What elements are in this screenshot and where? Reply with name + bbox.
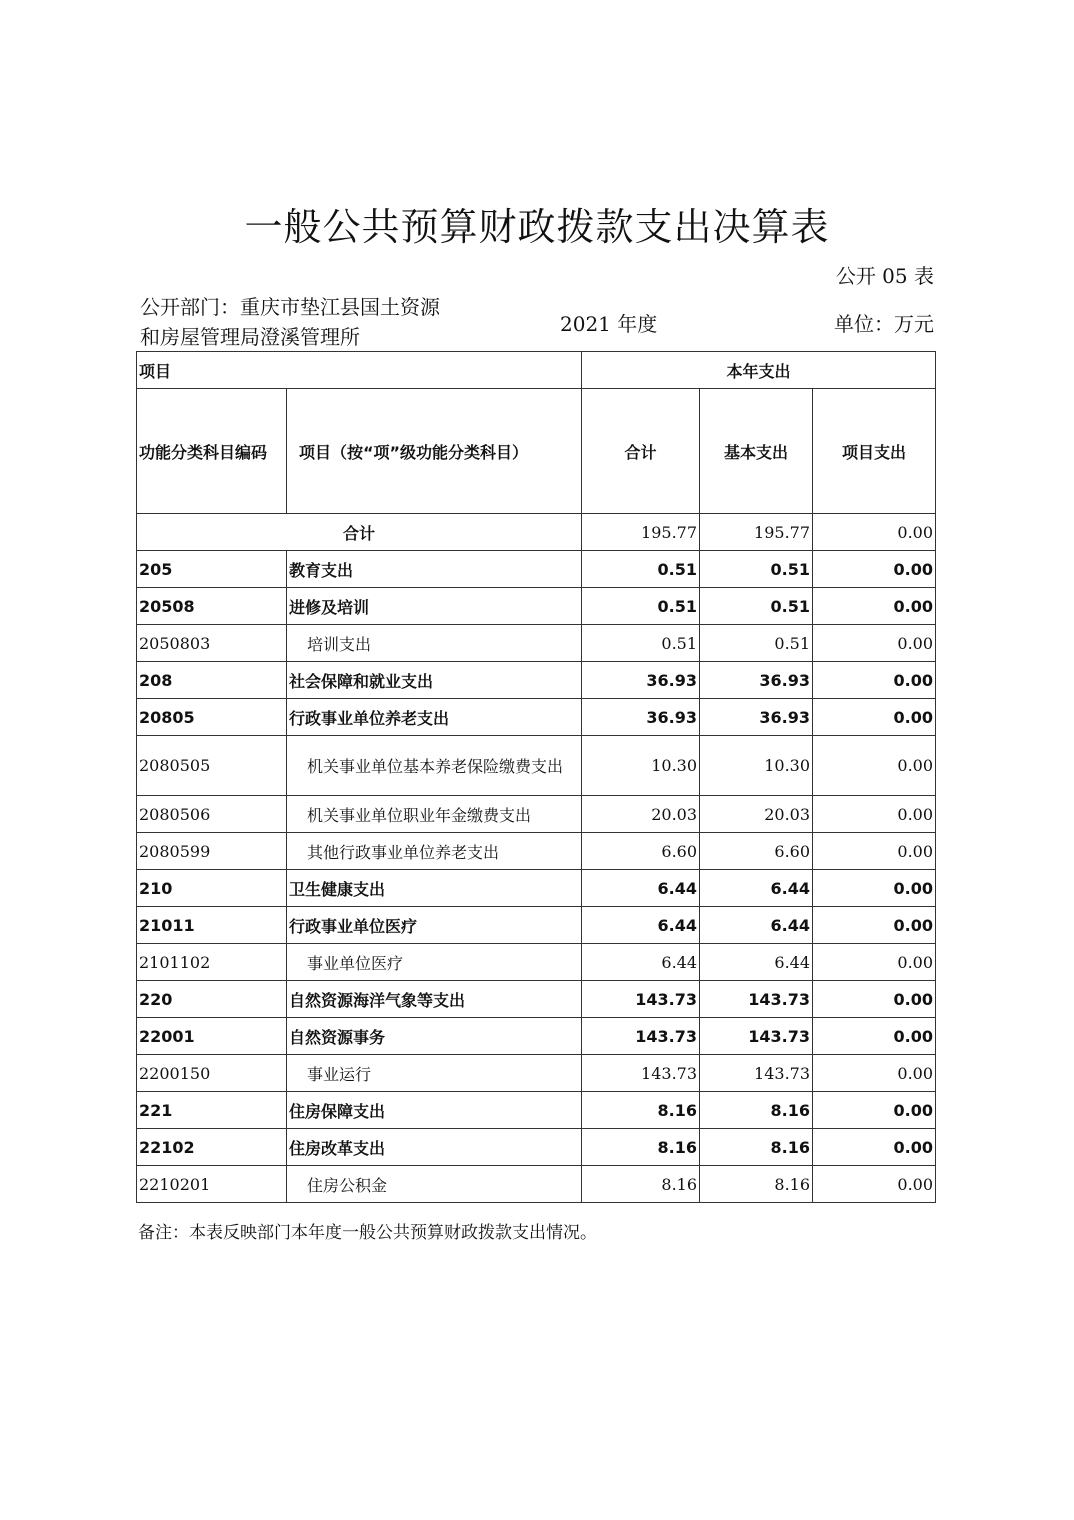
row-basic: 8.16 — [700, 1166, 813, 1203]
row-code: 22001 — [137, 1018, 287, 1055]
row-basic: 8.16 — [700, 1092, 813, 1129]
table-row — [137, 1092, 936, 1129]
row-name: 行政事业单位医疗 — [287, 907, 582, 944]
row-code: 220 — [137, 981, 287, 1018]
row-basic: 10.30 — [700, 736, 813, 796]
row-basic: 6.44 — [700, 907, 813, 944]
row-project: 0.00 — [813, 625, 936, 662]
table-row — [137, 662, 936, 699]
row-name: 住房公积金 — [287, 1166, 582, 1203]
row-basic: 20.03 — [700, 796, 813, 833]
table-row — [137, 944, 936, 981]
total-row-project: 0.00 — [813, 514, 936, 551]
expenditure-table — [136, 351, 936, 1203]
row-code: 2080506 — [137, 796, 287, 833]
row-project: 0.00 — [813, 736, 936, 796]
row-name: 机关事业单位职业年金缴费支出 — [287, 796, 582, 833]
row-basic: 143.73 — [700, 981, 813, 1018]
row-basic: 36.93 — [700, 699, 813, 736]
row-total: 6.44 — [582, 870, 700, 907]
row-name: 住房改革支出 — [287, 1129, 582, 1166]
row-name: 事业单位医疗 — [287, 944, 582, 981]
fiscal-year: 2021 年度 — [560, 312, 658, 336]
row-project: 0.00 — [813, 1129, 936, 1166]
row-basic: 6.44 — [700, 944, 813, 981]
row-name: 培训支出 — [287, 625, 582, 662]
row-code: 2200150 — [137, 1055, 287, 1092]
row-name: 其他行政事业单位养老支出 — [287, 833, 582, 870]
header-item-name: 项目（按“项”级功能分类科目） — [287, 389, 582, 514]
row-name: 卫生健康支出 — [287, 870, 582, 907]
row-code: 22102 — [137, 1129, 287, 1166]
row-total: 6.44 — [582, 907, 700, 944]
unit-label: 单位：万元 — [834, 312, 934, 336]
row-project: 0.00 — [813, 981, 936, 1018]
header-project: 项目支出 — [813, 389, 936, 514]
form-number: 公开 05 表 — [835, 264, 934, 288]
total-row-total: 195.77 — [582, 514, 700, 551]
row-project: 0.00 — [813, 796, 936, 833]
table-row — [137, 796, 936, 833]
row-basic: 0.51 — [700, 625, 813, 662]
header-total: 合计 — [582, 389, 700, 514]
row-basic: 0.51 — [700, 551, 813, 588]
row-basic: 143.73 — [700, 1018, 813, 1055]
table-row — [137, 833, 936, 870]
department-line-2: 和房屋管理局澄溪管理所 — [140, 325, 360, 349]
row-project: 0.00 — [813, 1166, 936, 1203]
row-basic: 143.73 — [700, 1055, 813, 1092]
row-total: 143.73 — [582, 1055, 700, 1092]
row-name: 社会保障和就业支出 — [287, 662, 582, 699]
table-row — [137, 981, 936, 1018]
table-row — [137, 870, 936, 907]
row-code: 208 — [137, 662, 287, 699]
department — [140, 292, 500, 352]
row-code: 2080599 — [137, 833, 287, 870]
department-line-1: 公开部门：重庆市垫江县国土资源 — [140, 295, 440, 319]
row-total: 143.73 — [582, 981, 700, 1018]
row-total: 10.30 — [582, 736, 700, 796]
row-project: 0.00 — [813, 662, 936, 699]
header-current-year: 本年支出 — [582, 352, 936, 389]
row-code: 2080505 — [137, 736, 287, 796]
row-code: 2050803 — [137, 625, 287, 662]
row-name: 教育支出 — [287, 551, 582, 588]
row-project: 0.00 — [813, 870, 936, 907]
row-project: 0.00 — [813, 833, 936, 870]
table-row — [137, 699, 936, 736]
table-row — [137, 588, 936, 625]
row-total: 36.93 — [582, 662, 700, 699]
table-body — [137, 551, 936, 1203]
table-row — [137, 625, 936, 662]
row-name: 自然资源事务 — [287, 1018, 582, 1055]
row-code: 21011 — [137, 907, 287, 944]
table-row — [137, 907, 936, 944]
row-project: 0.00 — [813, 551, 936, 588]
row-project: 0.00 — [813, 1055, 936, 1092]
row-total: 6.44 — [582, 944, 700, 981]
row-total: 20.03 — [582, 796, 700, 833]
row-basic: 8.16 — [700, 1129, 813, 1166]
row-name: 行政事业单位养老支出 — [287, 699, 582, 736]
row-name: 机关事业单位基本养老保险缴费支出 — [287, 736, 582, 796]
row-code: 210 — [137, 870, 287, 907]
row-project: 0.00 — [813, 944, 936, 981]
header-item: 项目 — [137, 352, 582, 389]
row-project: 0.00 — [813, 1092, 936, 1129]
row-code: 2101102 — [137, 944, 287, 981]
row-total: 0.51 — [582, 588, 700, 625]
table-row — [137, 1129, 936, 1166]
row-name: 自然资源海洋气象等支出 — [287, 981, 582, 1018]
row-name: 进修及培训 — [287, 588, 582, 625]
table-row — [137, 736, 936, 796]
row-project: 0.00 — [813, 699, 936, 736]
row-project: 0.00 — [813, 1018, 936, 1055]
row-basic: 6.60 — [700, 833, 813, 870]
table-row — [137, 1166, 936, 1203]
table-row — [137, 551, 936, 588]
row-project: 0.00 — [813, 907, 936, 944]
row-code: 221 — [137, 1092, 287, 1129]
row-basic: 0.51 — [700, 588, 813, 625]
row-code: 2210201 — [137, 1166, 287, 1203]
row-total: 8.16 — [582, 1166, 700, 1203]
row-basic: 6.44 — [700, 870, 813, 907]
header-basic: 基本支出 — [700, 389, 813, 514]
table-row — [137, 1018, 936, 1055]
total-row-basic: 195.77 — [700, 514, 813, 551]
row-basic: 36.93 — [700, 662, 813, 699]
page-title: 一般公共预算财政拨款支出决算表 — [244, 205, 830, 249]
row-total: 8.16 — [582, 1129, 700, 1166]
row-name: 事业运行 — [287, 1055, 582, 1092]
footnote: 备注：本表反映部门本年度一般公共预算财政拨款支出情况。 — [138, 1223, 597, 1243]
row-total: 6.60 — [582, 833, 700, 870]
row-project: 0.00 — [813, 588, 936, 625]
header-code: 功能分类科目编码 — [137, 389, 287, 514]
row-total: 0.51 — [582, 625, 700, 662]
total-row-label: 合计 — [137, 514, 582, 551]
row-code: 20508 — [137, 588, 287, 625]
row-name: 住房保障支出 — [287, 1092, 582, 1129]
table-row — [137, 1055, 936, 1092]
row-code: 20805 — [137, 699, 287, 736]
row-code: 205 — [137, 551, 287, 588]
row-total: 36.93 — [582, 699, 700, 736]
row-total: 0.51 — [582, 551, 700, 588]
row-total: 143.73 — [582, 1018, 700, 1055]
row-total: 8.16 — [582, 1092, 700, 1129]
